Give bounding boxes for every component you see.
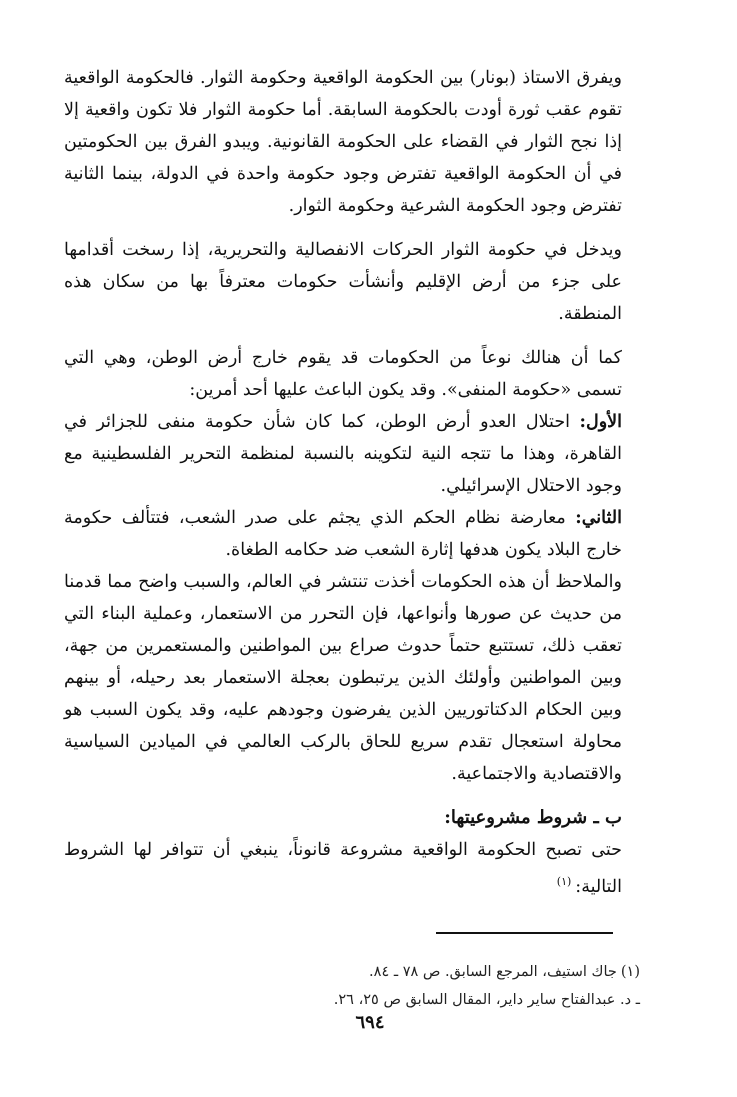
footnote-1-number: (١) — [620, 964, 640, 980]
first-reason-label: الأول: — [579, 412, 622, 432]
first-reason-text: احتلال العدو أرض الوطن، كما كان شأن حكومة منفى للجزائر في القاهرة، وهذا ما تتجه النية لتكوينه بالنسبة لمنظمة التحرير الفلسطينية مع وجود الاحتلال الإسرائيلي. — [64, 412, 622, 496]
paragraph-separatist-movements: ويدخل في حكومة الثوار الحركات الانفصالية والتحريرية، إذا رسخت أقدامها على جزء من أرض الإقليم وأنشأت حكومات معترفاً بها من سكان هذه المنطقة. — [64, 240, 622, 324]
main-text — [64, 62, 622, 903]
second-reason-label: الثاني: — [575, 508, 622, 528]
footnote-reference: (١) — [556, 875, 572, 888]
footnote-1 — [200, 958, 640, 986]
conditions-intro-text: حتى تصبح الحكومة الواقعية مشروعة قانوناً، ينبغي أن تتوافر لها الشروط التالية: — [64, 840, 622, 897]
page-number: ٦٩٤ — [355, 1012, 385, 1033]
paragraph-spread-observation: والملاحظ أن هذه الحكومات أخذت تنتشر في العالم، والسبب واضح مما قدمنا من حديث عن صورها وأنواعها، فإن التحرر من الاستعمار، وعملية البناء التي تعقب ذلك، تستتبع حتماً حدوث صراع بين المواطنين والمستعمرين من جهة، وبين المواطنين وأولئك الذين يرتبطون بعجلة الاستعمار بعد رحيله، أو بينهم وبين الحكام الدكتاتوريين الذين يفرضون وجودهم عليه، وقد يكون السبب هو محاولة استعجال تقدم سريع للحاق بالركب العالمي في الميادين السياسية والاقتصادية والاجتماعية. — [64, 572, 622, 784]
paragraph-bonnard-distinction: ويفرق الاستاذ (بونار) بين الحكومة الواقعية وحكومة الثوار. فالحكومة الواقعية تقوم عقب ثورة أودت بالحكومة السابقة. أما حكومة الثوار فلا تكون واقعية إلا إذا نجح الثوار في القضاء على الحكومة القانونية. ويبدو الفرق بين الحكومتين في أن الحكومة الواقعية تفترض وجود حكومة واحدة في الدولة، بينما الثانية تفترض وجود الحكومة الشرعية وحكومة الثوار. — [64, 68, 622, 216]
footnote-1-continuation: ـ د. عبدالفتاح ساير داير، المقال السابق ص ٢٥، ٢٦. — [333, 992, 640, 1008]
paragraph-exile-government: كما أن هنالك نوعاً من الحكومات قد يقوم خارج أرض الوطن، وهي التي تسمى «حكومة المنفى». وقد يكون الباعث عليها أحد أمرين: — [64, 348, 622, 400]
section-heading-legitimacy-conditions: ب ـ شروط مشروعيتها: — [444, 807, 622, 828]
paragraph-first-reason — [64, 406, 622, 502]
paragraph-second-reason — [64, 502, 622, 566]
footnote-1-text: جاك استيف، المرجع السابق. ص ٧٨ ـ ٨٤. — [369, 964, 617, 980]
second-reason-text: معارضة نظام الحكم الذي يجثم على صدر الشعب، فتتألف حكومة خارج البلاد يكون هدفها إثارة الشعب ضد حكامه الطغاة. — [64, 508, 622, 560]
paragraph-conditions-intro — [64, 834, 622, 903]
footnotes — [200, 958, 640, 1014]
footnote-separator — [436, 932, 613, 934]
